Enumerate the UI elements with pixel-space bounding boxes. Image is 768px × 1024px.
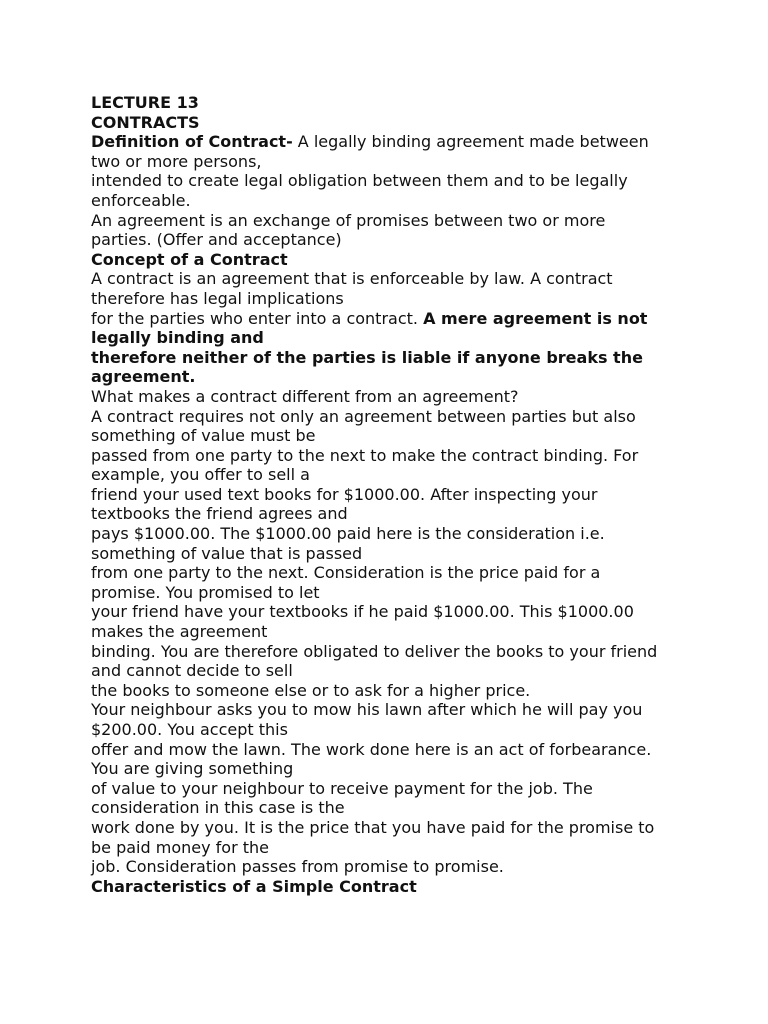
- concept-heading: Concept of a Contract: [91, 249, 288, 269]
- body-text: for the parties who enter into a contract.: [91, 308, 424, 328]
- definition-heading: Definition of Contract-: [91, 132, 293, 152]
- body-line: parties. (Offer and acceptance): [91, 230, 342, 250]
- body-line: makes the agreement: [91, 622, 268, 642]
- definition-line: [91, 132, 701, 152]
- body-line: job. Consideration passes from promise to promise.: [91, 857, 504, 877]
- body-line: example, you offer to sell a: [91, 465, 310, 485]
- emphasis-line: agreement.: [91, 367, 196, 387]
- body-line: something of value must be: [91, 426, 316, 446]
- definition-text: A legally binding agreement made between: [292, 132, 649, 152]
- body-line: A contract requires not only an agreement between parties but also: [91, 406, 636, 426]
- body-line: $200.00. You accept this: [91, 720, 288, 739]
- body-line-mixed: [91, 309, 701, 329]
- body-line: consideration in this case is the: [91, 798, 345, 818]
- body-line: two or more persons,: [91, 151, 262, 171]
- body-line: You are giving something: [91, 759, 294, 779]
- body-line: work done by you. It is the price that you have paid for the promise to: [91, 817, 655, 837]
- body-line: friend your used text books for $1000.00. After inspecting your: [91, 484, 598, 504]
- body-line: offer and mow the lawn. The work done here is an act of forbearance.: [91, 739, 652, 759]
- body-line: pays $1000.00. The $1000.00 paid here is the consideration i.e.: [91, 524, 605, 544]
- body-line: from one party to the next. Consideration is the price paid for a: [91, 563, 601, 583]
- document-page: [91, 93, 701, 896]
- body-line: your friend have your textbooks if he paid $1000.00. This $1000.00: [91, 602, 634, 622]
- body-line: something of value that is passed: [91, 543, 363, 563]
- body-line: enforceable.: [91, 190, 191, 210]
- body-line: and cannot decide to sell: [91, 661, 293, 681]
- body-line: Your neighbour asks you to mow his lawn after which he will pay you: [91, 700, 643, 720]
- body-line: passed from one party to the next to make the contract binding. For: [91, 445, 639, 465]
- body-line: textbooks the friend agrees and: [91, 504, 348, 524]
- body-line: therefore has legal implications: [91, 288, 344, 308]
- body-line: A contract is an agreement that is enforceable by law. A contract: [91, 269, 613, 289]
- characteristics-heading: Characteristics of a Simple Contract: [91, 876, 417, 896]
- body-line: An agreement is an exchange of promises between two or more: [91, 210, 606, 230]
- body-line: be paid money for the: [91, 837, 269, 857]
- emphasis-line: therefore neither of the parties is liable if anyone breaks the: [91, 347, 643, 367]
- body-line: intended to create legal obligation between them and to be legally: [91, 171, 628, 191]
- lecture-subtitle: CONTRACTS: [91, 112, 200, 132]
- body-line: What makes a contract different from an agreement?: [91, 386, 519, 406]
- emphasis-text: A mere agreement is not: [423, 308, 648, 328]
- body-line: promise. You promised to let: [91, 582, 320, 602]
- body-line: the books to someone else or to ask for a higher price.: [91, 680, 531, 700]
- emphasis-line: legally binding and: [91, 328, 264, 348]
- body-line: of value to your neighbour to receive payment for the job. The: [91, 778, 593, 798]
- lecture-title: LECTURE 13: [91, 93, 199, 112]
- body-line: binding. You are therefore obligated to deliver the books to your friend: [91, 641, 658, 661]
